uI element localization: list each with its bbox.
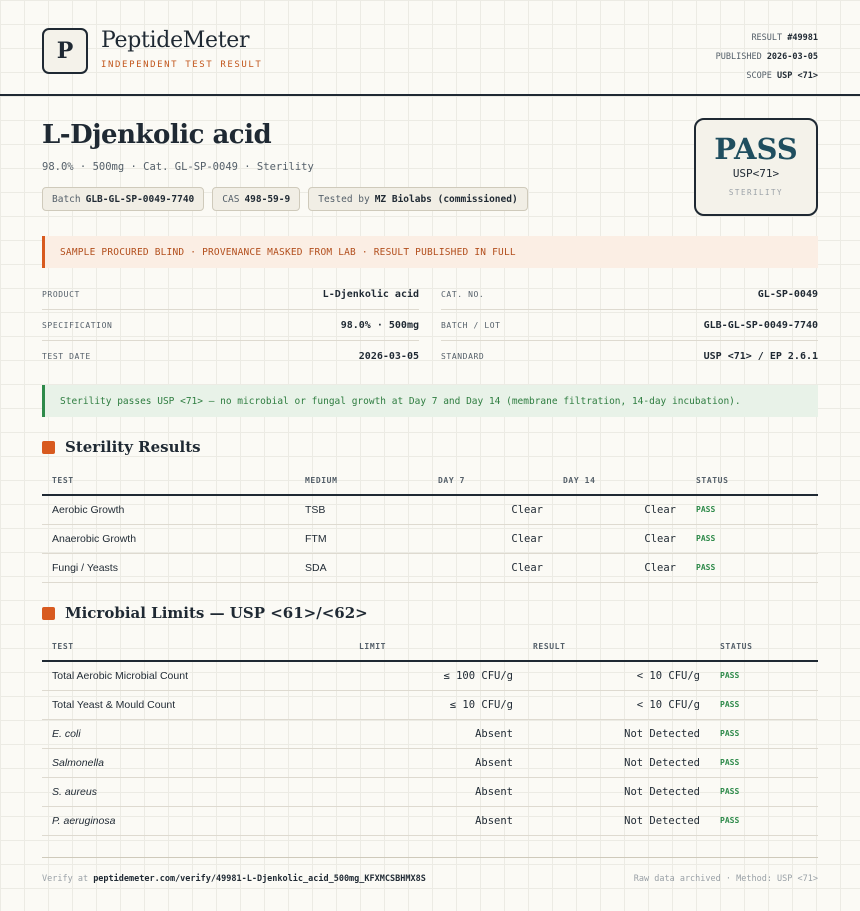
status-badge: PASS [710, 719, 818, 748]
section-marker-icon [42, 441, 55, 454]
info-product-label: PRODUCT [42, 290, 80, 299]
col-limit: LIMIT [349, 633, 523, 661]
day7-result: Clear [428, 553, 553, 582]
col-day14: DAY 14 [553, 467, 686, 495]
product-title: L-Djenkolic acid [42, 120, 272, 150]
status-badge: PASS [686, 524, 818, 553]
logo-icon: P [42, 28, 88, 74]
result: < 10 CFU/g [523, 661, 710, 690]
info-date-label: TEST DATE [42, 351, 91, 361]
test-name: Anaerobic Growth [42, 524, 295, 553]
published-label: PUBLISHED [715, 52, 762, 62]
test-name: S. aureus [42, 777, 349, 806]
footer-divider [42, 857, 818, 858]
result-meta [716, 29, 818, 86]
microbial-table [42, 633, 818, 836]
col-result: RESULT [523, 633, 710, 661]
product-subtitle: 98.0% · 500mg · Cat. GL-SP-0049 · Sterility [42, 161, 314, 173]
cas-chip [212, 187, 300, 211]
day14-result: Clear [553, 524, 686, 553]
status-badge: PASS [710, 748, 818, 777]
table-row [42, 748, 818, 777]
info-date-row [42, 341, 419, 371]
col-test: TEST [42, 467, 295, 495]
col-test: TEST [42, 633, 349, 661]
report-header [0, 0, 860, 96]
info-catno-value: GL-SP-0049 [757, 289, 818, 300]
col-status: STATUS [686, 467, 818, 495]
test-name: Fungi / Yeasts [42, 553, 295, 582]
limit: Absent [349, 719, 523, 748]
info-batch-row [441, 311, 818, 341]
cas-chip-label: CAS [222, 193, 240, 205]
result-label: RESULT [751, 33, 783, 43]
medium: SDA [295, 553, 428, 582]
info-batch-label: BATCH / LOT [441, 321, 501, 330]
section-marker-icon [42, 607, 55, 620]
medium: FTM [295, 524, 428, 553]
day7-result: Clear [428, 495, 553, 524]
verdict-standard: USP<71> [732, 167, 780, 180]
result: Not Detected [523, 777, 710, 806]
limit: ≤ 100 CFU/g [349, 661, 523, 690]
info-catno-label: CAT. NO. [441, 290, 485, 299]
product-chips [42, 187, 528, 211]
table-row [42, 690, 818, 719]
info-spec-label: SPECIFICATION [42, 321, 113, 330]
limit: Absent [349, 806, 523, 835]
status-badge: PASS [710, 777, 818, 806]
result: < 10 CFU/g [523, 690, 710, 719]
result-number: #49981 [787, 33, 818, 43]
cas-chip-value: 498-59-9 [244, 193, 291, 205]
col-day7: DAY 7 [428, 467, 553, 495]
test-name: Total Yeast & Mould Count [42, 690, 349, 719]
info-standard-row [441, 341, 818, 371]
microbial-heading-text: Microbial Limits — USP <61>/<62> [65, 604, 368, 622]
brand-name: PeptideMeter [101, 28, 250, 53]
day7-result: Clear [428, 524, 553, 553]
scope-value: USP <71> [777, 71, 818, 81]
result: Not Detected [523, 748, 710, 777]
limit: Absent [349, 777, 523, 806]
published-date: 2026-03-05 [766, 52, 818, 62]
verify-line [42, 874, 426, 884]
verify-link[interactable]: peptidemeter.com/verify/49981-L-Djenkolic_acid_500mg_KFXMCSBHMX8S [93, 874, 426, 884]
limit: ≤ 10 CFU/g [349, 690, 523, 719]
brand-tagline: INDEPENDENT TEST RESULT [101, 60, 263, 70]
test-name: Aerobic Growth [42, 495, 295, 524]
day14-result: Clear [553, 553, 686, 582]
scope-label: SCOPE [746, 71, 772, 81]
tested-by-value: MZ Biolabs (commissioned) [374, 193, 518, 205]
verdict-category: STERILITY [728, 188, 784, 197]
result: Not Detected [523, 719, 710, 748]
table-row [42, 806, 818, 835]
info-spec-value: 98.0% · 500mg [340, 320, 419, 331]
test-name: P. aeruginosa [42, 806, 349, 835]
test-name: E. coli [42, 719, 349, 748]
table-row [42, 661, 818, 690]
info-product-value: L-Djenkolic acid [322, 289, 419, 300]
day14-result: Clear [553, 495, 686, 524]
verdict-stamp [694, 118, 818, 216]
info-batch-value: GLB-GL-SP-0049-7740 [703, 320, 818, 331]
batch-chip-label: Batch [52, 193, 81, 205]
test-name: Salmonella [42, 748, 349, 777]
table-row [42, 719, 818, 748]
status-badge: PASS [710, 806, 818, 835]
batch-chip-value: GLB-GL-SP-0049-7740 [85, 193, 195, 205]
sterility-table [42, 467, 818, 583]
batch-chip [42, 187, 204, 211]
col-medium: MEDIUM [295, 467, 428, 495]
microbial-header-row [42, 633, 818, 661]
info-standard-value: USP <71> / EP 2.6.1 [703, 350, 818, 362]
table-row [42, 495, 818, 524]
procurement-banner: SAMPLE PROCURED BLIND · PROVENANCE MASKED FROM LAB · RESULT PUBLISHED IN FULL [42, 236, 818, 268]
limit: Absent [349, 748, 523, 777]
tested-by-chip [308, 187, 527, 211]
sterility-header-row [42, 467, 818, 495]
col-status: STATUS [710, 633, 818, 661]
status-badge: PASS [710, 690, 818, 719]
microbial-section-heading [42, 604, 368, 622]
info-date-value: 2026-03-05 [358, 350, 419, 362]
status-badge: PASS [686, 495, 818, 524]
info-catno-row [441, 280, 818, 310]
status-badge: PASS [710, 661, 818, 690]
verify-label: Verify at [42, 874, 89, 884]
info-standard-label: STANDARD [441, 351, 485, 361]
status-badge: PASS [686, 553, 818, 582]
sterility-summary-banner: Sterility passes USP <71> — no microbial or fungal growth at Day 7 and Day 14 (membrane filtration, 14-day incubation). [42, 385, 818, 417]
sterility-section-heading [42, 438, 201, 456]
table-row [42, 524, 818, 553]
verdict-result: PASS [714, 132, 798, 166]
sterility-heading-text: Sterility Results [65, 438, 201, 456]
test-name: Total Aerobic Microbial Count [42, 661, 349, 690]
table-row [42, 777, 818, 806]
medium: TSB [295, 495, 428, 524]
tested-by-label: Tested by [318, 193, 370, 205]
result: Not Detected [523, 806, 710, 835]
archive-note: Raw data archived · Method: USP <71> [633, 874, 818, 884]
info-spec-row [42, 311, 419, 341]
table-row [42, 553, 818, 582]
info-product-row [42, 280, 419, 310]
